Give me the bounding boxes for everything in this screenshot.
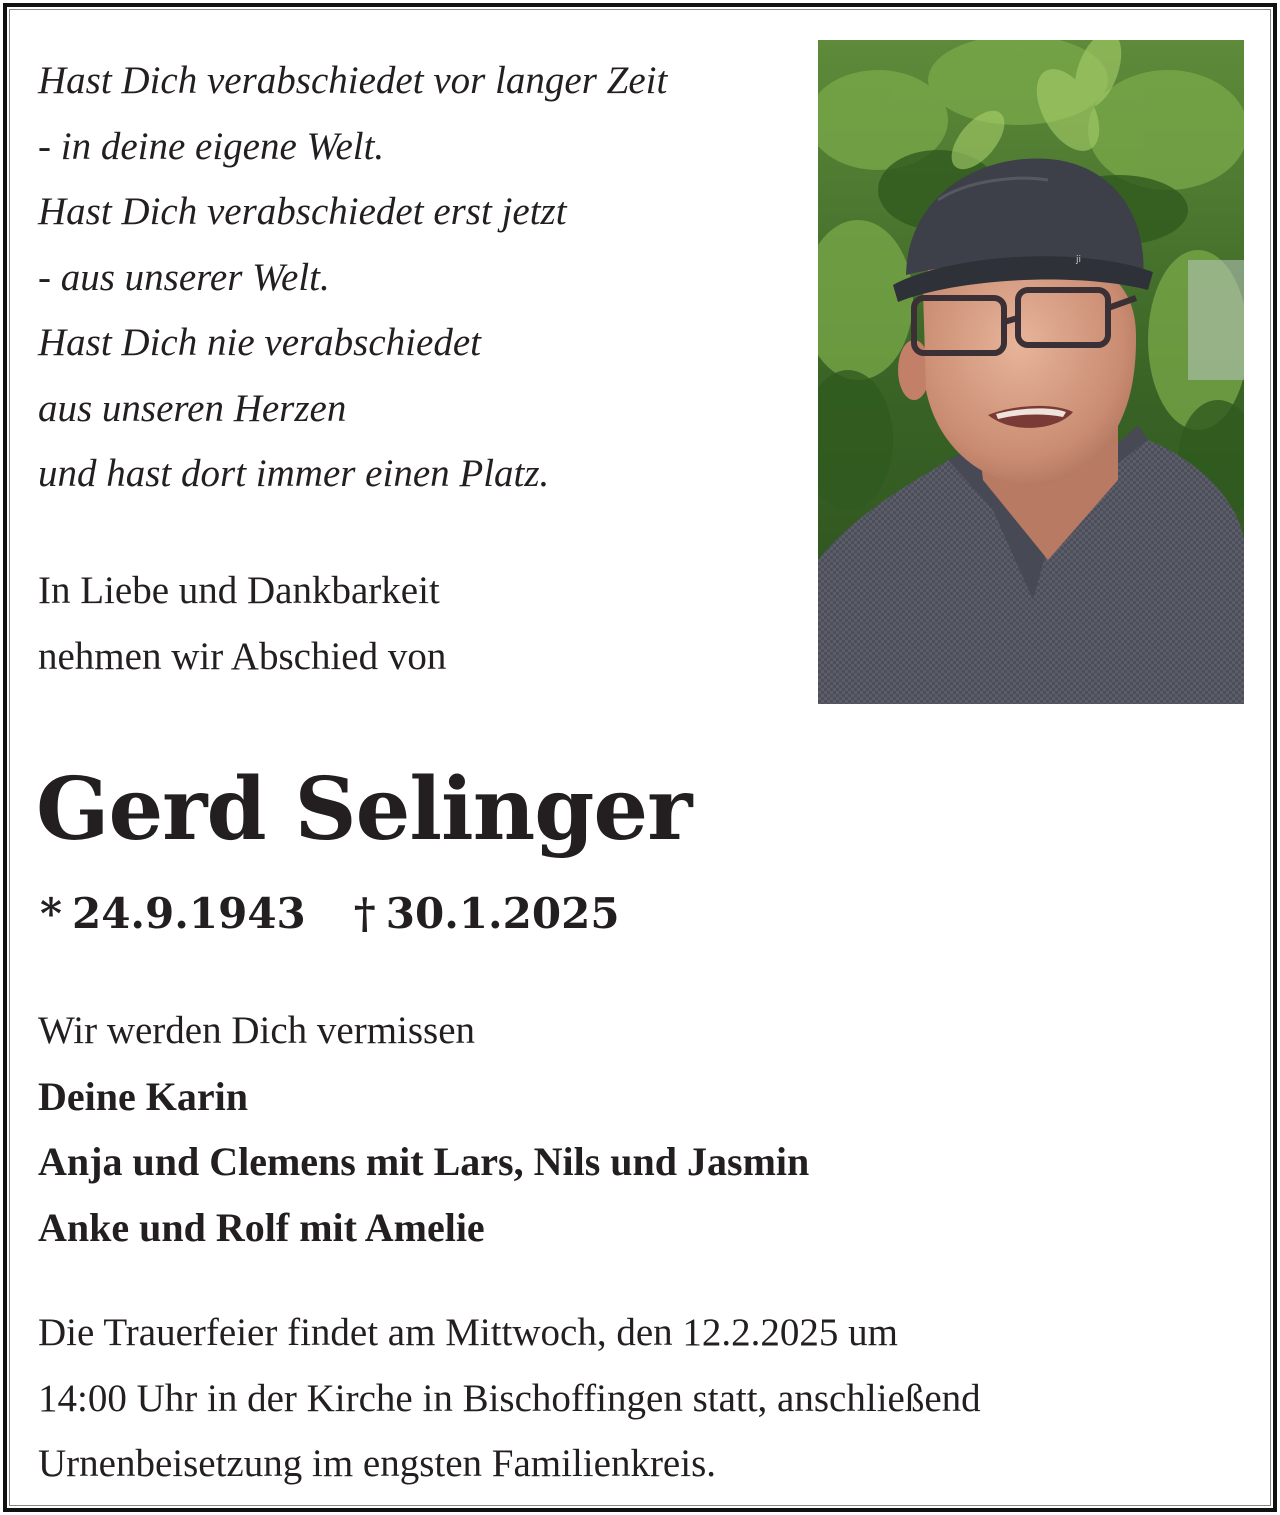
poem-line: - aus unserer Welt. [38,255,330,299]
mourners-intro: Wir werden Dich vermissen [38,1009,476,1052]
portrait-photo [818,40,1244,704]
poem-line: und hast dort immer einen Platz. [38,452,550,495]
service-line: 14:00 Uhr in der Kirche in Bischoffingen statt, anschließend [38,1376,981,1420]
intro-line: nehmen wir Abschied von [38,634,447,678]
birth-date: 24.9.1943 [71,889,306,938]
service-line: Urnenbeisetzung im engsten Familienkreis. [38,1442,717,1485]
poem-line: Hast Dich verabschiedet erst jetzt [38,190,567,233]
death-cross-symbol: † [353,889,376,938]
deceased-name: Gerd Selinger [36,759,692,860]
funeral-service-info [38,1300,1238,1497]
death-date: 30.1.2025 [385,889,620,938]
svg-text:ji: ji [1076,255,1082,265]
birth-symbol: * [40,889,62,938]
farewell-intro [38,558,778,689]
mourner-name: Deine Karin [38,1073,248,1119]
poem-line: Hast Dich verabschiedet vor langer Zeit [38,59,668,102]
poem-line: Hast Dich nie verabschiedet [38,321,481,364]
life-dates [40,884,620,944]
intro-line: In Liebe und Dankbarkeit [38,569,440,612]
mourners [38,998,1238,1260]
mourner-name: Anja und Clemens mit Lars, Nils und Jasmin [38,1139,810,1184]
poem-line: - in deine eigene Welt. [38,124,385,168]
poem [38,48,778,507]
mourner-name: Anke und Rolf mit Amelie [38,1204,485,1250]
poem-line: aus unseren Herzen [38,386,347,430]
service-line: Die Trauerfeier findet am Mittwoch, den 12.2.2025 um [38,1311,898,1354]
